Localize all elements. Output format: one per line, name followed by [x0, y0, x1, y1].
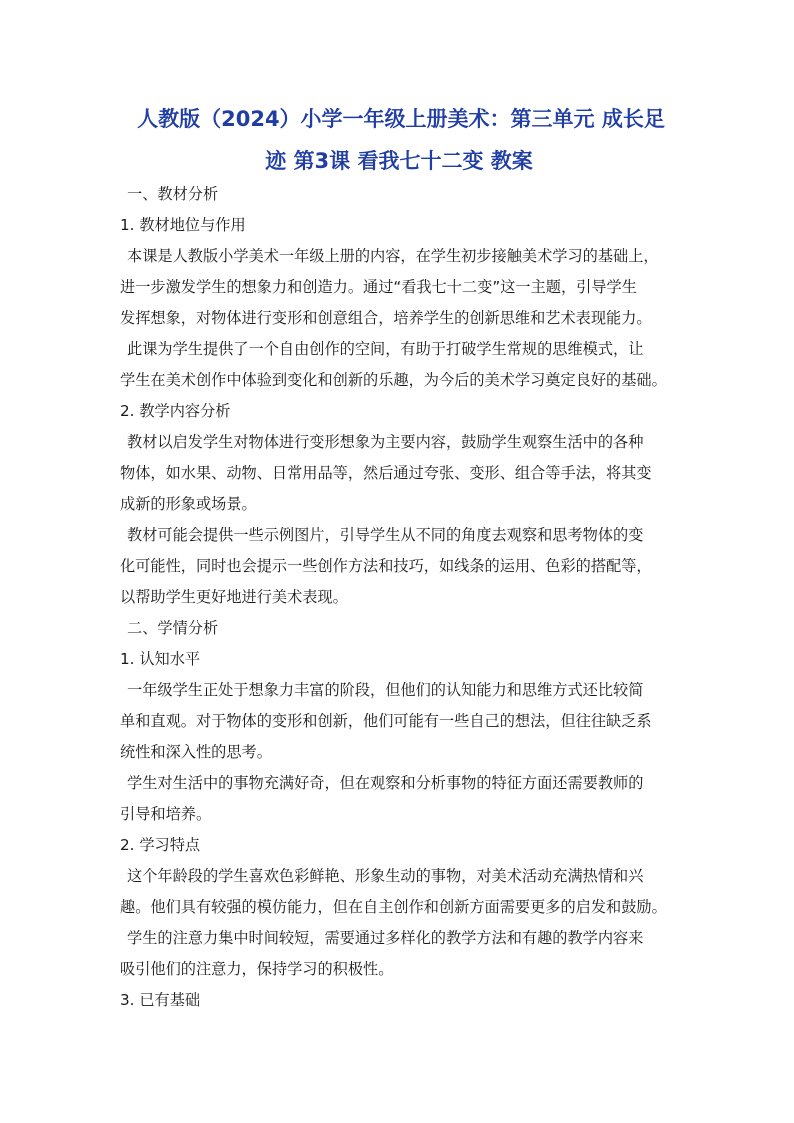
paragraph-line: 学生对生活中的事物充满好奇，但在观察和分析事物的特征方面还需要教师的: [127, 774, 644, 792]
subheading-position-and-role: 1. 教材地位与作用: [120, 216, 246, 234]
section-heading-textbook-analysis: 一、教材分析: [127, 185, 219, 203]
paragraph-line: 以帮助学生更好地进行美术表现。: [120, 588, 348, 606]
subheading-content-analysis: 2. 教学内容分析: [120, 402, 231, 420]
paragraph-line: 进一步激发学生的想象力和创造力。通过“看我七十二变”这一主题，引导学生: [120, 278, 637, 296]
paragraph-line: 成新的形象或场景。: [120, 495, 257, 513]
document-title-line-2: 迹 第3课 看我七十二变 教案: [265, 149, 533, 173]
paragraph-line: 本课是人教版小学美术一年级上册的内容，在学生初步接触美术学习的基础上，: [127, 247, 659, 265]
section-heading-learner-analysis: 二、学情分析: [127, 619, 219, 637]
paragraph-line: 学生在美术创作中体验到变化和创新的乐趣，为今后的美术学习奠定良好的基础。: [120, 371, 667, 389]
paragraph-line: 统性和深入性的思考。: [120, 743, 272, 761]
paragraph-line: 教材可能会提供一些示例图片，引导学生从不同的角度去观察和思考物体的变: [127, 526, 644, 544]
subheading-learning-traits: 2. 学习特点: [120, 836, 201, 854]
paragraph-line: 吸引他们的注意力，保持学习的积极性。: [120, 960, 394, 978]
paragraph-line: 这个年龄段的学生喜欢色彩鲜艳、形象生动的事物，对美术活动充满热情和兴: [127, 867, 644, 885]
document-title-line-1: 人教版（2024）小学一年级上册美术：第三单元 成长足: [137, 107, 665, 131]
paragraph-line: 单和直观。对于物体的变形和创新，他们可能有一些自己的想法，但往往缺乏系: [120, 712, 652, 730]
subheading-existing-foundation: 3. 已有基础: [120, 991, 201, 1009]
paragraph-line: 一年级学生正处于想象力丰富的阶段，但他们的认知能力和思维方式还比较简: [127, 681, 644, 699]
subheading-cognitive-level: 1. 认知水平: [120, 650, 201, 668]
paragraph-line: 学生的注意力集中时间较短，需要通过多样化的教学方法和有趣的教学内容来: [127, 929, 644, 947]
paragraph-line: 化可能性，同时也会提示一些创作方法和技巧，如线条的运用、色彩的搭配等，: [120, 557, 652, 575]
paragraph-line: 趣。他们具有较强的模仿能力，但在自主创作和创新方面需要更多的启发和鼓励。: [120, 898, 667, 916]
paragraph-line: 物体，如水果、动物、日常用品等，然后通过夸张、变形、组合等手法，将其变: [120, 464, 652, 482]
paragraph-line: 引导和培养。: [120, 805, 212, 823]
paragraph-line: 教材以启发学生对物体进行变形想象为主要内容，鼓励学生观察生活中的各种: [127, 433, 644, 451]
paragraph-line: 发挥想象，对物体进行变形和创意组合，培养学生的创新思维和艺术表现能力。: [120, 309, 652, 327]
paragraph-line: 此课为学生提供了一个自由创作的空间，有助于打破学生常规的思维模式，让: [127, 340, 644, 358]
